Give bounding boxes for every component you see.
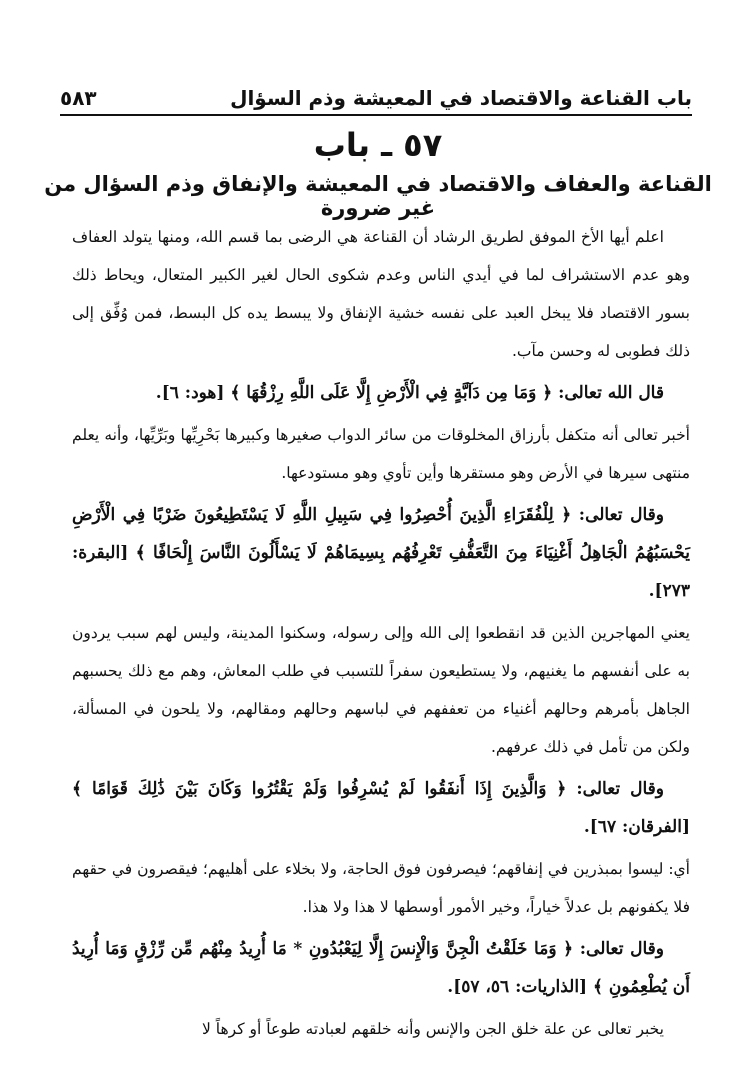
paragraph-intro: اعلم أيها الأخ الموفق لطريق الرشاد أن القناعة هي الرضى بما قسم الله، ومنها يتولد العفاف وهو عدم الاستشراف لما في أيدي الناس وعدم شكوى الحال لغير الكبير المتعال، ويحاط ذلك بسور الاقتصاد فلا يبخل العبد على نفسه خشية الإنفاق ولا يبسط يده كل البسط، فمن وُفِّق إلى ذلك فطوبى له وحسن مآب.	[72, 228, 690, 360]
paragraph-verse-baqarah: وقال تعالى: ﴿ لِلْفُقَرَاءِ الَّذِينَ أُحْصِرُوا فِي سَبِيلِ اللَّهِ لَا يَسْتَطِيعُونَ ضَرْبًا فِي الْأَرْضِ يَحْسَبُهُمُ الْجَاهِلُ أَغْنِيَاءَ مِنَ التَّعَفُّفِ تَعْرِفُهُم بِسِيمَاهُمْ لَا يَسْأَلُونَ النَّاسَ إِلْحَافًا ﴾ [البقرة: ٢٧٣].	[72, 505, 690, 601]
page-number: ٥٨٣	[60, 86, 97, 110]
paragraph-commentary-dhariyat: يخبر تعالى عن علة خلق الجن والإنس وأنه خلقهم لعبادته طوعاً أو كرهاً لا	[201, 1020, 664, 1038]
running-title: باب القناعة والاقتصاد في المعيشة وذم السؤال	[230, 86, 692, 110]
body-text	[72, 218, 690, 1052]
paragraph-verse-furqan: وقال تعالى: ﴿ وَالَّذِينَ إِذَا أَنفَقُوا لَمْ يُسْرِفُوا وَلَمْ يَقْتُرُوا وَكَانَ بَيْنَ ذَٰلِكَ قَوَامًا ﴾ [الفرقان: ٦٧].	[72, 779, 690, 837]
paragraph-commentary-baqarah: يعني المهاجرين الذين قد انقطعوا إلى الله وإلى رسوله، وسكنوا المدينة، وليس لهم سبب يردون به على أنفسهم ما يغنيهم، ولا يستطيعون سفراً للتسبب في طلب المعاش، وهم مع ذلك يحسبهم الجاهل بأمرهم وحالهم أغنياء من تعففهم في لباسهم وحالهم ومقالهم، ولا يلحون في المسألة، ولكن من تأمل في ذلك عرفهم.	[72, 624, 690, 756]
paragraph-commentary-hud: أخبر تعالى أنه متكفل بأرزاق المخلوقات من سائر الدواب صغيرها وكبيرها بَحْرِيِّها وبَرِّيِّها، وأنه يعلم منتهى سيرها في الأرض وهو مستقرها وأين تأوي وهو مستودعها.	[72, 426, 690, 482]
paragraph-commentary-furqan: أي: ليسوا بمبذرين في إنفاقهم؛ فيصرفون فوق الحاجة، ولا بخلاء على أهليهم؛ فيقصرون في حقهم فلا يكفونهم بل عدلاً خياراً، وخير الأمور أوسطها لا هذا ولا هذا.	[72, 860, 690, 916]
chapter-subtitle: القناعة والعفاف والاقتصاد في المعيشة والإنفاق وذم السؤال من غير ضرورة	[44, 172, 712, 220]
paragraph-verse-dhariyat: وقال تعالى: ﴿ وَمَا خَلَقْتُ الْجِنَّ وَالْإِنسَ إِلَّا لِيَعْبُدُونِ * مَا أُرِيدُ مِنْهُم مِّن رِّزْقٍ وَمَا أُرِيدُ أَن يُطْعِمُونِ ﴾ [الذاريات: ٥٦، ٥٧].	[72, 939, 690, 997]
chapter-number-title: ٥٧ ـ باب	[313, 126, 443, 164]
running-header	[60, 82, 692, 116]
paragraph-verse-hud: قال الله تعالى: ﴿ وَمَا مِن دَآبَّةٍ فِي الْأَرْضِ إِلَّا عَلَى اللَّهِ رِزْقُهَا ﴾ [هود: ٦].	[155, 383, 664, 403]
